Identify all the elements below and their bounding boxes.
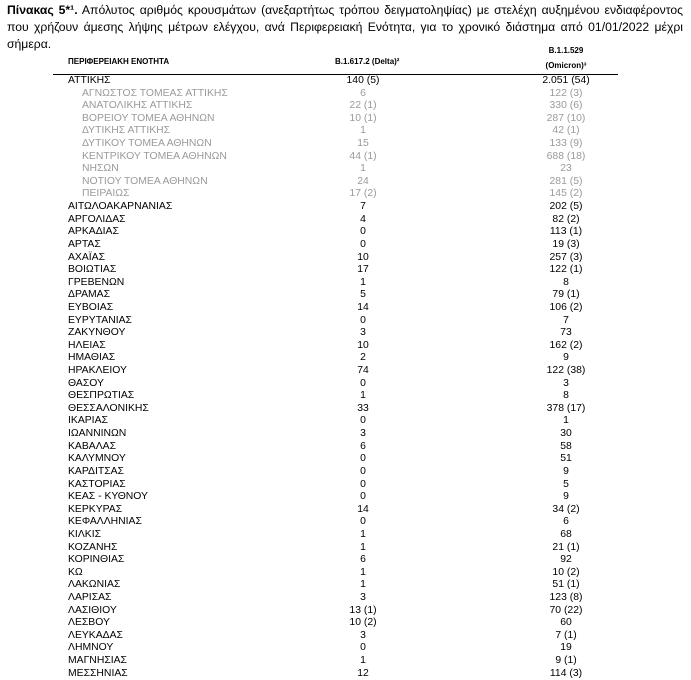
omicron-count: 7 bbox=[563, 314, 569, 326]
region-name: ΛΗΜΝΟΥ bbox=[68, 642, 114, 654]
header-omicron-label: (Omicron)³ bbox=[545, 61, 587, 70]
omicron-count: 257 (3) bbox=[549, 251, 583, 263]
omicron-count: 21 (1) bbox=[552, 541, 580, 553]
table-row bbox=[53, 302, 618, 315]
delta-count: 3 bbox=[360, 629, 366, 641]
delta-count: 1 bbox=[360, 528, 366, 540]
table-subrow bbox=[53, 88, 618, 101]
table-row bbox=[53, 415, 618, 428]
omicron-count: 330 (6) bbox=[549, 100, 583, 112]
table-subrow bbox=[53, 151, 618, 164]
omicron-count: 133 (9) bbox=[549, 138, 583, 150]
table-row bbox=[53, 642, 618, 655]
table-row bbox=[53, 390, 618, 403]
region-name: ΑΡΚΑΔΙΑΣ bbox=[68, 226, 119, 238]
omicron-count: 9 bbox=[563, 465, 569, 477]
omicron-count: 9 bbox=[563, 352, 569, 364]
omicron-count: 122 (38) bbox=[546, 365, 586, 377]
table-row bbox=[53, 592, 618, 605]
omicron-count: 60 bbox=[560, 617, 572, 629]
omicron-count: 8 bbox=[563, 390, 569, 402]
omicron-count: 162 (2) bbox=[549, 339, 583, 351]
table-row bbox=[53, 75, 618, 88]
omicron-count: 68 bbox=[560, 528, 572, 540]
table-subrow bbox=[53, 163, 618, 176]
omicron-count: 378 (17) bbox=[546, 402, 586, 414]
table-row bbox=[53, 277, 618, 290]
delta-count: 1 bbox=[360, 125, 366, 137]
table-subrow bbox=[53, 113, 618, 126]
table-row bbox=[53, 315, 618, 328]
delta-count: 3 bbox=[360, 591, 366, 603]
region-name: ΚΑΡΔΙΤΣΑΣ bbox=[68, 465, 124, 477]
omicron-count: 123 (8) bbox=[549, 591, 583, 603]
region-name: ΘΕΣΠΡΩΤΙΑΣ bbox=[68, 390, 135, 402]
delta-count: 140 (5) bbox=[346, 75, 380, 86]
table-header bbox=[53, 42, 618, 75]
table-row bbox=[53, 226, 618, 239]
region-name: ΙΩΑΝΝΙΝΩΝ bbox=[68, 428, 127, 440]
omicron-count: 9 bbox=[563, 491, 569, 503]
caption-text: Απόλυτος αριθμός κρουσμάτων (ανεξαρτήτως τρόπου δειγματοληψίας) με στελέχη αυξημένου ενδιαφέροντος που χρήζουν άμεσης λήψης μέτρων ελέγχου, ανά Περιφερειακή Ενότητα, για το χρονικό διάστημα από 01/01/2022 μέχρι σήμερα. bbox=[7, 3, 684, 51]
table-subrow bbox=[53, 125, 618, 138]
delta-count: 1 bbox=[360, 390, 366, 402]
omicron-count: 6 bbox=[563, 516, 569, 528]
delta-count: 0 bbox=[360, 453, 366, 465]
omicron-count: 5 bbox=[563, 478, 569, 490]
region-name: ΒΟΙΩΤΙΑΣ bbox=[68, 264, 117, 276]
table-row bbox=[53, 327, 618, 340]
header-region: ΠΕΡΙΦΕΡΕΙΑΚΗ ΕΝΟΤΗΤΑ bbox=[68, 57, 170, 66]
table-row bbox=[53, 605, 618, 618]
region-name: ΚΙΛΚΙΣ bbox=[68, 528, 101, 540]
omicron-count: 113 (1) bbox=[549, 226, 583, 238]
table-row bbox=[53, 542, 618, 555]
omicron-count: 30 bbox=[560, 428, 572, 440]
delta-count: 7 bbox=[360, 201, 366, 213]
region-name: ΠΕΙΡΑΙΩΣ bbox=[82, 188, 130, 200]
delta-count: 6 bbox=[360, 554, 366, 566]
omicron-count: 3 bbox=[563, 377, 569, 389]
omicron-count: 42 (1) bbox=[552, 125, 580, 137]
table-row bbox=[53, 466, 618, 479]
table-subrow bbox=[53, 138, 618, 151]
omicron-count: 79 (1) bbox=[552, 289, 580, 301]
table-row bbox=[53, 289, 618, 302]
table-row bbox=[53, 453, 618, 466]
delta-count: 0 bbox=[360, 226, 366, 238]
delta-count: 1 bbox=[360, 579, 366, 591]
delta-count: 10 (2) bbox=[349, 617, 377, 629]
delta-count: 10 bbox=[357, 339, 369, 351]
delta-count: 6 bbox=[360, 87, 366, 99]
delta-count: 13 (1) bbox=[349, 604, 377, 616]
region-name: ΗΜΑΘΙΑΣ bbox=[68, 352, 116, 364]
delta-count: 0 bbox=[360, 314, 366, 326]
delta-count: 0 bbox=[360, 377, 366, 389]
delta-count: 74 bbox=[357, 365, 369, 377]
omicron-count: 73 bbox=[560, 327, 572, 339]
table-row bbox=[53, 668, 618, 680]
delta-count: 44 (1) bbox=[349, 150, 377, 162]
omicron-count: 281 (5) bbox=[549, 175, 583, 187]
table-row bbox=[53, 239, 618, 252]
delta-count: 0 bbox=[360, 415, 366, 427]
region-name: ΑΝΑΤΟΛΙΚΗΣ ΑΤΤΙΚΗΣ bbox=[82, 100, 193, 112]
table-row bbox=[53, 428, 618, 441]
region-name: ΛΕΣΒΟΥ bbox=[68, 617, 110, 629]
delta-count: 1 bbox=[360, 541, 366, 553]
region-name: ΗΛΕΙΑΣ bbox=[68, 339, 106, 351]
table-subrow bbox=[53, 188, 618, 201]
region-name: ΑΤΤΙΚΗΣ bbox=[68, 75, 111, 86]
caption-label: Πίνακας 5*¹. bbox=[7, 3, 78, 17]
delta-count: 6 bbox=[360, 440, 366, 452]
region-name: ΝΗΣΩΝ bbox=[82, 163, 119, 175]
region-name: ΘΑΣΟΥ bbox=[68, 377, 104, 389]
omicron-count: 23 bbox=[560, 163, 572, 175]
omicron-count: 19 (3) bbox=[552, 238, 580, 250]
region-name: ΑΙΤΩΛΟΑΚΑΡΝΑΝΙΑΣ bbox=[68, 201, 173, 213]
table-row bbox=[53, 491, 618, 504]
table-body bbox=[53, 75, 618, 680]
omicron-count: 34 (2) bbox=[552, 503, 580, 515]
delta-count: 5 bbox=[360, 289, 366, 301]
table-row bbox=[53, 252, 618, 265]
table-subrow bbox=[53, 176, 618, 189]
delta-count: 3 bbox=[360, 428, 366, 440]
region-name: ΔΡΑΜΑΣ bbox=[68, 289, 111, 301]
omicron-count: 287 (10) bbox=[546, 112, 586, 124]
omicron-count: 51 bbox=[560, 453, 572, 465]
delta-count: 1 bbox=[360, 655, 366, 667]
region-name: ΓΡΕΒΕΝΩΝ bbox=[68, 276, 125, 288]
table-row bbox=[53, 352, 618, 365]
region-name: ΛΕΥΚΑΔΑΣ bbox=[68, 629, 123, 641]
omicron-count: 122 (3) bbox=[549, 87, 583, 99]
delta-count: 10 bbox=[357, 251, 369, 263]
delta-count: 12 bbox=[357, 667, 369, 679]
delta-count: 0 bbox=[360, 238, 366, 250]
delta-count: 1 bbox=[360, 566, 366, 578]
omicron-count: 19 bbox=[560, 642, 572, 654]
region-name: ΔΥΤΙΚΗΣ ΑΤΤΙΚΗΣ bbox=[82, 125, 171, 137]
region-name: ΝΟΤΙΟΥ ΤΟΜΕΑ ΑΘΗΝΩΝ bbox=[82, 175, 208, 187]
delta-count: 1 bbox=[360, 163, 366, 175]
region-name: ΚΕΦΑΛΛΗΝΙΑΣ bbox=[68, 516, 142, 528]
delta-count: 2 bbox=[360, 352, 366, 364]
table-row bbox=[53, 567, 618, 580]
delta-count: 3 bbox=[360, 327, 366, 339]
region-name: ΚΕΡΚΥΡΑΣ bbox=[68, 503, 123, 515]
table-row bbox=[53, 214, 618, 227]
region-name: ΚΕΑΣ - ΚΥΘΝΟΥ bbox=[68, 491, 148, 503]
region-name: ΚΕΝΤΡΙΚΟΥ ΤΟΜΕΑ ΑΘΗΝΩΝ bbox=[82, 150, 227, 162]
omicron-count: 688 (18) bbox=[546, 150, 586, 162]
region-name: ΚΑΒΑΛΑΣ bbox=[68, 440, 117, 452]
region-name: ΕΥΡΥΤΑΝΙΑΣ bbox=[68, 314, 132, 326]
region-name: ΗΡΑΚΛΕΙΟΥ bbox=[68, 365, 127, 377]
table-row bbox=[53, 516, 618, 529]
table-subrow bbox=[53, 100, 618, 113]
header-omicron-code: B.1.1.529 bbox=[548, 46, 584, 55]
table-row bbox=[53, 365, 618, 378]
header-delta: B.1.617.2 (Delta)² bbox=[335, 57, 400, 66]
delta-count: 1 bbox=[360, 276, 366, 288]
omicron-count: 7 (1) bbox=[555, 629, 577, 641]
delta-count: 24 bbox=[357, 175, 369, 187]
delta-count: 0 bbox=[360, 516, 366, 528]
region-name: ΚΟΡΙΝΘΙΑΣ bbox=[68, 554, 125, 566]
delta-count: 0 bbox=[360, 478, 366, 490]
omicron-count: 114 (3) bbox=[549, 667, 583, 679]
table-row bbox=[53, 403, 618, 416]
omicron-count: 2.051 (54) bbox=[542, 75, 590, 86]
region-name: ΑΡΤΑΣ bbox=[68, 238, 101, 250]
table-row bbox=[53, 340, 618, 353]
omicron-count: 58 bbox=[560, 440, 572, 452]
region-name: ΕΥΒΟΙΑΣ bbox=[68, 301, 114, 313]
delta-count: 0 bbox=[360, 642, 366, 654]
omicron-count: 10 (2) bbox=[552, 566, 580, 578]
table-row bbox=[53, 655, 618, 668]
omicron-count: 82 (2) bbox=[552, 213, 580, 225]
delta-count: 14 bbox=[357, 503, 369, 515]
region-name: ΚΟΖΑΝΗΣ bbox=[68, 541, 118, 553]
table-row bbox=[53, 264, 618, 277]
delta-count: 0 bbox=[360, 465, 366, 477]
table-row bbox=[53, 630, 618, 643]
omicron-count: 51 (1) bbox=[552, 579, 580, 591]
omicron-count: 9 (1) bbox=[555, 655, 577, 667]
region-name: ΑΧΑΪΑΣ bbox=[68, 251, 106, 263]
table-row bbox=[53, 504, 618, 517]
omicron-count: 122 (1) bbox=[549, 264, 583, 276]
region-name: ΑΡΓΟΛΙΔΑΣ bbox=[68, 213, 126, 225]
region-name: ΜΑΓΝΗΣΙΑΣ bbox=[68, 655, 127, 667]
delta-count: 17 (2) bbox=[349, 188, 377, 200]
table-row bbox=[53, 554, 618, 567]
omicron-count: 92 bbox=[560, 554, 572, 566]
delta-count: 15 bbox=[357, 138, 369, 150]
delta-count: 17 bbox=[357, 264, 369, 276]
region-name: ΛΑΚΩΝΙΑΣ bbox=[68, 579, 121, 591]
delta-count: 22 (1) bbox=[349, 100, 377, 112]
table-row bbox=[53, 378, 618, 391]
region-name: ΚΩ bbox=[68, 566, 83, 578]
region-name: ΑΓΝΩΣΤΟΣ ΤΟΜΕΑΣ ΑΤΤΙΚΗΣ bbox=[82, 87, 228, 99]
region-name: ΔΥΤΙΚΟΥ ΤΟΜΕΑ ΑΘΗΝΩΝ bbox=[82, 138, 212, 150]
table-row bbox=[53, 617, 618, 630]
regional-cases-table bbox=[53, 42, 618, 680]
delta-count: 33 bbox=[357, 402, 369, 414]
delta-count: 0 bbox=[360, 491, 366, 503]
delta-count: 14 bbox=[357, 301, 369, 313]
region-name: ΛΑΡΙΣΑΣ bbox=[68, 591, 112, 603]
table-row bbox=[53, 579, 618, 592]
region-name: ΘΕΣΣΑΛΟΝΙΚΗΣ bbox=[68, 402, 149, 414]
region-name: ΙΚΑΡΙΑΣ bbox=[68, 415, 108, 427]
region-name: ΒΟΡΕΙΟΥ ΤΟΜΕΑ ΑΘΗΝΩΝ bbox=[82, 112, 215, 124]
omicron-count: 70 (22) bbox=[549, 604, 583, 616]
region-name: ΖΑΚΥΝΘΟΥ bbox=[68, 327, 126, 339]
region-name: ΛΑΣΙΘΙΟΥ bbox=[68, 604, 117, 616]
delta-count: 10 (1) bbox=[349, 112, 377, 124]
table-row bbox=[53, 441, 618, 454]
omicron-count: 8 bbox=[563, 276, 569, 288]
region-name: ΚΑΣΤΟΡΙΑΣ bbox=[68, 478, 126, 490]
table-row bbox=[53, 529, 618, 542]
table-row bbox=[53, 479, 618, 492]
region-name: ΚΑΛΥΜΝΟΥ bbox=[68, 453, 126, 465]
omicron-count: 1 bbox=[563, 415, 569, 427]
omicron-count: 106 (2) bbox=[549, 301, 583, 313]
table-row bbox=[53, 201, 618, 214]
omicron-count: 202 (5) bbox=[549, 201, 583, 213]
delta-count: 4 bbox=[360, 213, 366, 225]
omicron-count: 145 (2) bbox=[549, 188, 583, 200]
region-name: ΜΕΣΣΗΝΙΑΣ bbox=[68, 667, 128, 679]
